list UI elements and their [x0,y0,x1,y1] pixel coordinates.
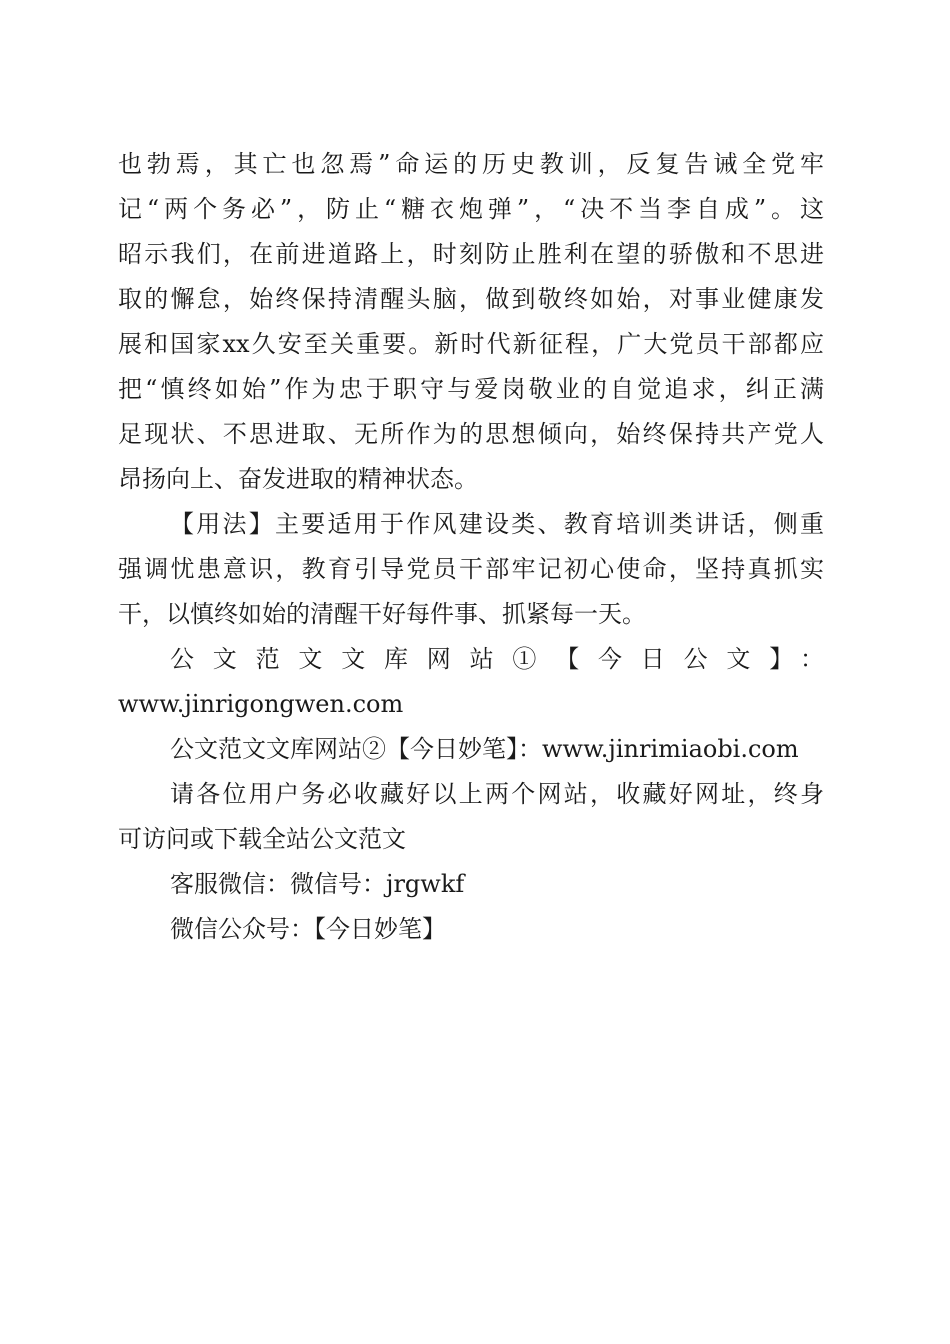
text-line: 可访问或下载全站公文范文 [118,825,406,853]
paragraph-wechat-service [118,862,824,907]
paragraph-history-lesson [118,142,824,502]
site-1-url[interactable]: www.jinrigongwen.com [118,690,404,718]
paragraph-notice [118,772,824,862]
text-line: 昂扬向上、奋发进取的精神状态。 [118,465,478,493]
wechat-account-line: 微信公众号：【今日妙笔】 [170,915,446,943]
text-line: 也勃焉，其亡也忽焉”命运的历史教训，反复告诫全党牢 [118,150,824,178]
text-line: 展和国家xx久安至关重要。新时代新征程，广大党员干部都应 [118,330,824,358]
text-line: 请各位用户务必收藏好以上两个网站，收藏好网址，终身 [170,780,824,808]
text-line: 记“两个务必”，防止“糖衣炮弹”，“决不当李自成”。这 [118,195,824,223]
paragraph-site-2 [118,727,824,772]
text-line: 强调忧患意识，教育引导党员干部牢记初心使命，坚持真抓实 [118,555,824,583]
text-line: 取的懈怠，始终保持清醒头脑，做到敬终如始，对事业健康发 [118,285,824,313]
site-2-line[interactable]: 公文范文文库网站②【今日妙笔】：www.jinrimiaobi.com [170,735,799,763]
paragraph-site-1 [118,637,824,727]
paragraph-usage [118,502,824,637]
text-line: 干，以慎终如始的清醒干好每件事、抓紧每一天。 [118,600,646,628]
site-1-label: 公文范文文库网站①【今日公文】： [170,645,824,673]
text-line: 昭示我们，在前进道路上，时刻防止胜利在望的骄傲和不思进 [118,240,824,268]
document-body [118,142,824,952]
text-line: 【用法】主要适用于作风建设类、教育培训类讲话，侧重 [170,510,824,538]
wechat-service-line: 客服微信：微信号：jrgwkf [170,870,465,898]
text-line: 把“慎终如始”作为忠于职守与爱岗敬业的自觉追求，纠正满 [118,375,824,403]
text-line: 足现状、不思进取、无所作为的思想倾向，始终保持共产党人 [118,420,824,448]
paragraph-wechat-account [118,907,824,952]
